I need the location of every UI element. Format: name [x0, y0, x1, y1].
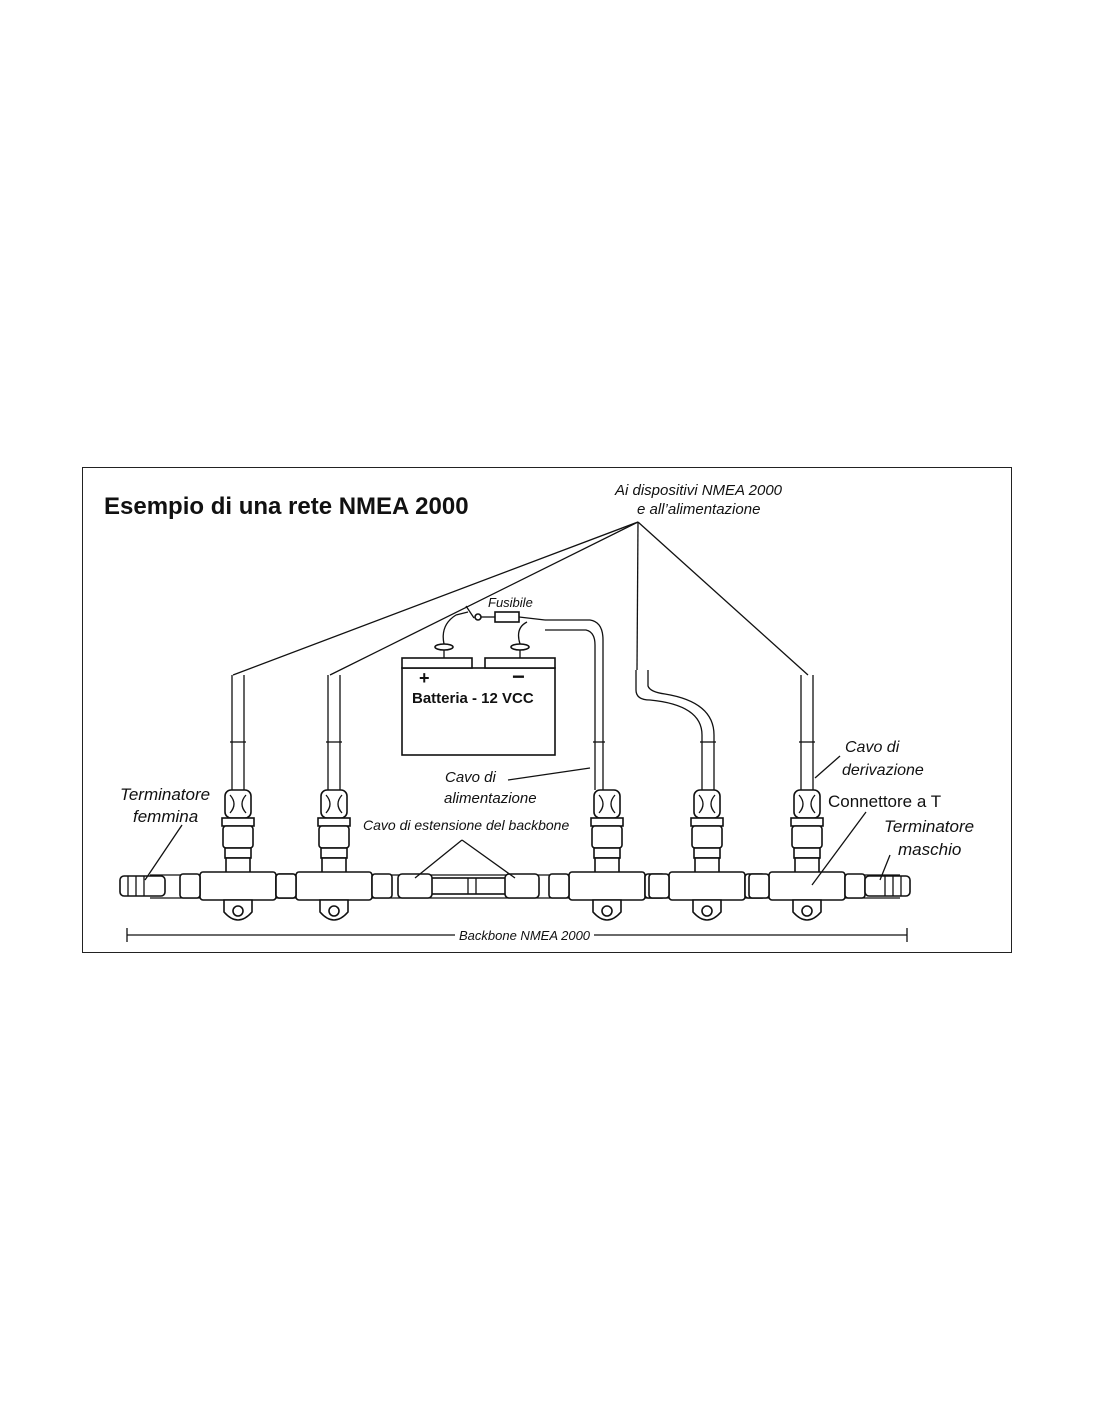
drop-cable-label-line1: Cavo di [845, 739, 900, 756]
male-terminator [865, 876, 910, 896]
fuse-label: Fusibile [488, 595, 533, 610]
battery-label: Batteria - 12 VCC [412, 690, 534, 707]
backbone-extension-cable [398, 874, 539, 898]
power-cable-label-line1: Cavo di [445, 769, 496, 786]
fuse [456, 595, 545, 622]
female-terminator-label-line2: femmina [133, 807, 199, 826]
tee-connectors [180, 790, 865, 920]
female-terminator-label-line1: Terminatore [120, 785, 211, 804]
devices-label-line1: Ai dispositivi NMEA 2000 [615, 482, 783, 499]
battery-minus-label: − [512, 664, 525, 689]
battery-plus-label: + [419, 668, 430, 688]
extension-cable-label: Cavo di estensione del backbone [363, 817, 570, 833]
power-cable-label-line2: alimentazione [444, 790, 537, 807]
devices-label-line2: e all’alimentazione [637, 501, 761, 518]
tee-connector [649, 790, 765, 920]
tee-connector [549, 790, 665, 920]
female-terminator [120, 876, 165, 896]
backbone-dimension [127, 928, 907, 943]
tee-connector-label: Connettore a T [828, 792, 942, 811]
male-terminator-label-line1: Terminatore [884, 817, 975, 836]
diagram-title: Esempio di una rete NMEA 2000 [104, 493, 469, 520]
backbone-label: Backbone NMEA 2000 [459, 928, 591, 943]
drop-cable-label-line2: derivazione [842, 762, 924, 779]
battery [402, 615, 555, 755]
male-terminator-label-line2: maschio [898, 840, 962, 859]
tee-connector [276, 790, 392, 920]
